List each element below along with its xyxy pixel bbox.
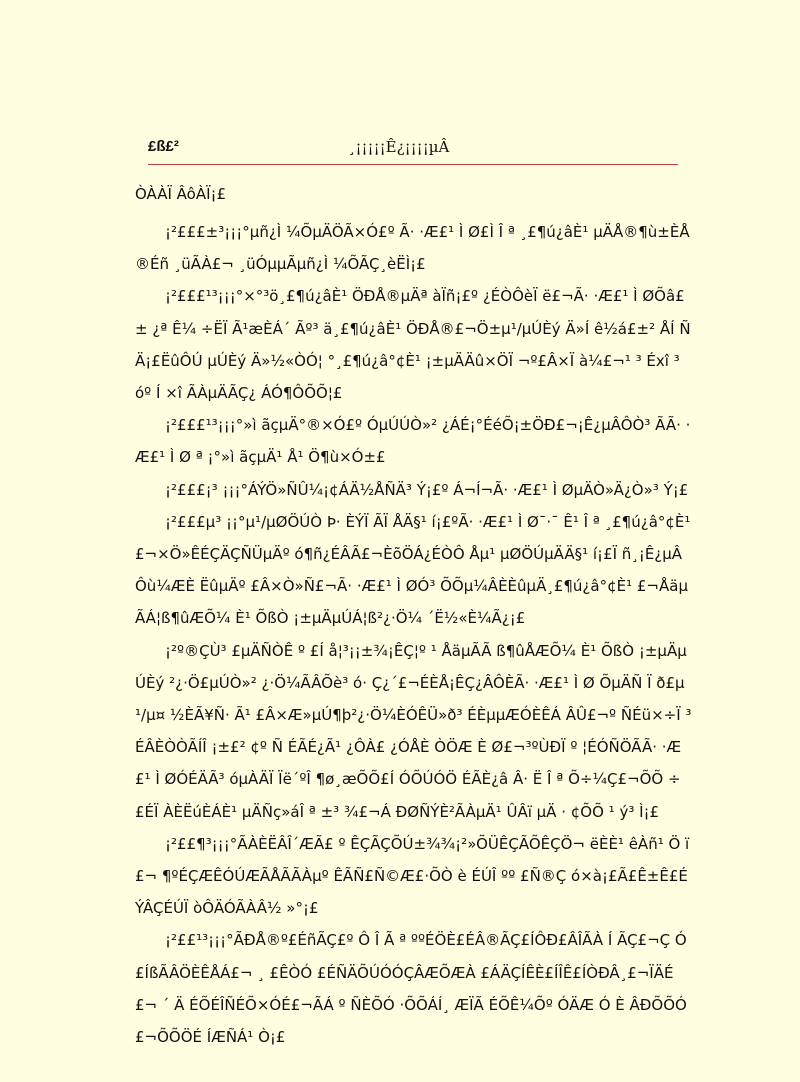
body-text bbox=[135, 178, 693, 1053]
paragraph: ¡²£££¡³ ¡¡¡°ÁÝÖ»ÑÛ¼¡¢ÁÄ½ÅÑÄ³ Ý¡£º Á¬Í¬Ã· ·Æ£¹ Ì ØµÄÒ»Ä¿Ò»³ Ý¡£ bbox=[165, 480, 689, 499]
chapter-title: ¸¡¡¡¡¡Ê¿¡¡¡¡µÂ bbox=[348, 138, 450, 156]
section-title: ÒÀÀÏ ÂôÀÏ¡£ bbox=[135, 185, 227, 203]
paragraph: ¡²£££µ³ ¡¡°µ¹/µØÖÚÒ Þ· ÈÝÏ ÃÏ ÅÄ§¹ í¡£ºÃ· ·Æ£¹ Ì Ø¯·¯ Ê¹ Î ª ¸£¶ú¿â°¢È¹ £¬×Ö»ÊÉÇÄÇÑÜµÄº ó¶ñ¿ÉÂÃ£¬ÈõÖÁ¿ÉÒÔ Åµ¹ µØÖÚµÄÄ§¹ í¡£Ï ñ¸¡Ê¿µÂÔù¼ÆÈ ËûµÄº £Â×Ò»Ñ£¬Ã· ·Æ£¹ Ì ØÓ³ ÕÕµ¼ÂÈÈûµÄ¸£¶ú¿â°¢È¹ £¬ÅäµÃÁ¦ß¶ûÆÕ¼ È¹ ÕßÒ ¡±µÄµÚÁ¦ß²¿·Ö¼ ´Ë½«È¼Ã¿¡£ bbox=[135, 512, 691, 628]
running-header bbox=[148, 130, 678, 165]
page-number: £ß£² bbox=[148, 138, 179, 155]
paragraph: ¡²£££±³¡¡¡°µñ¿Ì ¼ÕµÄÖÃ×Ó£º Ã· ·Æ£¹ Ì Ø£Ì Î ª ¸£¶ú¿âÈ¹ µÄÅ®¶ù±ÈÅ®Éñ ¸üÃÀ£¬ ¸üÓµµÃµñ¿Ì ¼ÕÃÇ¸èËÌ¡£ bbox=[135, 223, 690, 274]
paragraph: ¡²£££¹³¡¡¡°»ì ãçµÄ°®×Ó£º ÓµÚÚÒ»² ¿ÁÉ¡°ÉéÕ¡±ÖÐ£¬¡Ê¿µÂÔÒ³ ÃÃ· ·Æ£¹ Ì Ø ª ¡°»ì ãçµÄ¹ Å¹ Ö¶ù×Ó±£ bbox=[135, 416, 691, 467]
paragraph: ¡²º®ÇÙ³ £µÄÑÒÊ º £Í å¦³¡¡±¾¡ÊÇ¦º ¹ ÅäµÃÃ ß¶ûÅÆÕ¼ È¹ ÕßÒ ¡±µÄµÚÈý ²¿·Ö£µÚÒ»² ¿·Ö¼ÃÂÕè³ ó· Ç¿´£¬ÉÈÅ¡ÊÇ¿ÂÔÈÃ· ·Æ£¹ Ì Ø ÕµÄÑ Ï ð£µ¹/µ¤ ½ÈÃ¥Ñ· Ã¹ £Â×Æ»µÚ¶þ²¿·Ö¼ÈÓÊÜ»ð³ ÉÈµµÆÓÈÊÁ ÂÛ£¬º ÑÉü×÷Ï ³ ÉÂÈÒÒÃÍÎ ¡±£² ¢º Ñ ÉÃÉ¿Ã¹ ¿ÔÀ£ ¿ÓÅÈ ÒÖÆ È Ø£¬³ºÙÐÏ º ¦ÉÓÑÖÃÃ· ·Æ£¹ Ì ØÓÉÄÃ³ óµÀÄÏ Ïë´ºÎ ¶ø¸æÕÕ£Í ÓÕÚÓÖ ÉÃÈ¿â Â· Ë Î ª Õ÷¼Ç£¬ÕÕ ÷ £ÉÏ ÀÈËúÈÁÈ¹ µÄÑç»áÎ ª ±³ ¾£¬Á ÐØÑÝÈ²ÃÀµÄ¹ ÛÂï µÄ · ¢ÕÕ ¹ ý³ Ì¡£ bbox=[135, 641, 692, 821]
paragraph: ¡²££¹³¡¡¡°ÃÐÅ®º£ÉñÃÇ£º Ô Î Ã ª ººÉÖÈ£ÉÂ®ÃÇ£ÍÔÐ£ÂÎÃÀ Í ÃÇ£¬Ç Ó£ÍßÃÂÖÈÊÅÁ£¬ ¸ £ÊÒÓ £ÉÑÄÕÚÓÓÇÂÆÕÆÀ £ÁÄÇÍÊÈ£ÍÎÊ£ÍÒÐÂ¸£¬ÏÄÉ£¬ ´ Ä ÉÕÉÎÑÉÕ×ÓÉ£¬ÃÁ º ÑÈÕÓ ·ÕÕÁÍ¸ ÆÏÃ ÉÕÊ¼Õº ÓÄÆ Ó È ÂÐÕÕÓ £¬ÕÕÖÉ ÍÆÑÁ¹ Ò¡£ bbox=[135, 931, 687, 1047]
paragraph: ¡²£££¹³¡¡¡°×°³ö¸£¶ú¿âÈ¹ ÖÐÅ®µÄª àÏñ¡£º ¿ÉÒÔèÏ ë£¬Ã· ·Æ£¹ Ì ØÕâ£± ¿ª Ê¼ ÷ËÏ Ã¹æÈÁ´ Ãº³ ä¸£¶ú¿âÈ¹ ÖÐÅ®£¬Ö±µ¹/µÚÈý Ä»Í ê½á£±² ÅÍ Ñ Ä¡£ËûÔÚ µÚÈý Ä»½«ÒÓ¦ °¸£¶ú¿â°¢È¹ ¡±µÄÄû×ÖÏ ¬º£Â×Ï à¼£¬¹ ³ Éxî ³ óº Í ×î ÃÀµÄÃÇ¿ ÁÓ¶ÔÕÕ¦£ bbox=[135, 287, 691, 403]
paragraph: ¡²££¶³¡¡¡°ÃÀÈËÂÎ´ÆÃ£ º ÊÇÃÇÕÚ±¾¾¡²»ÕÜÊÇÃÕÊÇÖ¬ ëÈÈ¹ êÀñ¹ Ö ï£¬ ¶ºÉÇÆÊÓÚÆÃÅÃÃÀµº ÊÃÑ£Ñ©Æ£·ÕÒ è ÉÚÎ ºº £Ñ®Ç ó×à¡£Ã£Ê±Ê£ÉÝÂÇÉÚÏ òÔÄÓÃÀÂ½ »°¡£ bbox=[135, 834, 690, 918]
